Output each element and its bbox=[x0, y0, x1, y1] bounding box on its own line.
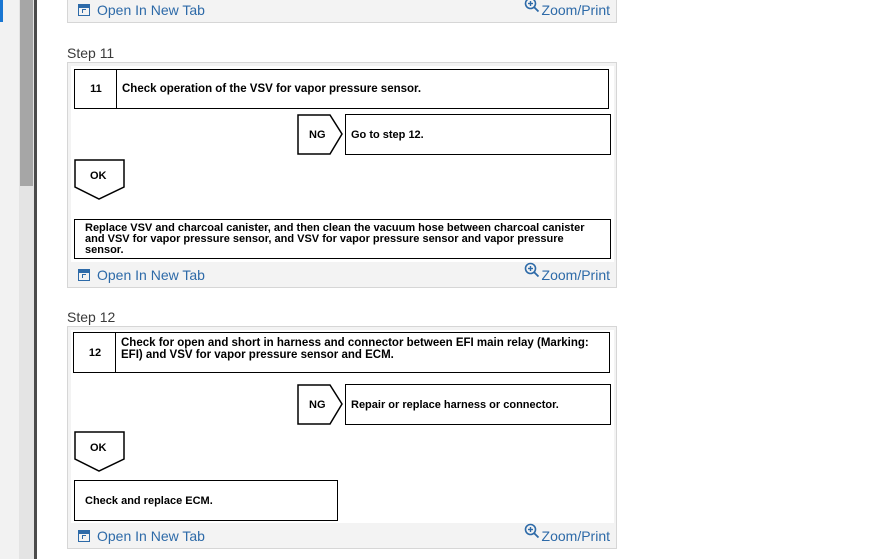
ok-tag: OK bbox=[90, 442, 107, 454]
figure-footer bbox=[68, 524, 616, 548]
figure-footer bbox=[68, 0, 616, 22]
zoom-in-icon bbox=[524, 523, 540, 539]
open-in-new-tab-link[interactable] bbox=[78, 2, 205, 18]
step-title-box: Check operation of the VSV for vapor pressure sensor. bbox=[116, 69, 609, 109]
open-in-new-tab-label: Open In New Tab bbox=[97, 528, 205, 544]
zoom-print-link[interactable] bbox=[524, 2, 610, 18]
zoom-print-link[interactable] bbox=[524, 267, 610, 283]
open-in-new-tab-link[interactable] bbox=[78, 267, 205, 283]
figure-card-step-11 bbox=[67, 62, 617, 288]
zoom-print-label: Zoom/Print bbox=[541, 267, 610, 283]
figure-footer bbox=[68, 263, 616, 287]
open-in-new-tab-label: Open In New Tab bbox=[97, 267, 205, 283]
selected-indicator bbox=[0, 0, 3, 22]
step-number-box: 12 bbox=[73, 332, 117, 373]
open-in-new-tab-icon bbox=[78, 530, 90, 542]
ok-tag: OK bbox=[90, 170, 107, 182]
ok-action-box: Check and replace ECM. bbox=[74, 480, 338, 521]
open-in-new-tab-icon bbox=[78, 269, 90, 281]
ng-tag: NG bbox=[309, 129, 326, 141]
ng-action-box: Go to step 12. bbox=[345, 114, 611, 155]
zoom-in-icon bbox=[524, 262, 540, 278]
ng-tag: NG bbox=[309, 399, 326, 411]
zoom-print-label: Zoom/Print bbox=[541, 2, 610, 18]
open-in-new-tab-icon bbox=[78, 4, 90, 16]
scrollbar-thumb[interactable] bbox=[20, 0, 33, 186]
figure-card-step-10 bbox=[67, 0, 617, 23]
step-title-box: Check for open and short in harness and connector between EFI main relay (Marking: EFI) and VSV for vapor pressure sensor and ECM. bbox=[115, 332, 610, 373]
diagram-step-11 bbox=[71, 66, 614, 262]
open-in-new-tab-link[interactable] bbox=[78, 528, 205, 544]
diagram-step-12 bbox=[71, 330, 614, 523]
step-label: Step 11 bbox=[67, 45, 115, 61]
zoom-print-link[interactable] bbox=[524, 528, 610, 544]
figure-card-step-12 bbox=[67, 326, 617, 549]
step-label: Step 12 bbox=[67, 309, 116, 325]
panel-divider bbox=[34, 0, 37, 559]
ng-action-box: Repair or replace harness or connector. bbox=[345, 384, 611, 425]
ok-action-box: Replace VSV and charcoal canister, and then clean the vacuum hose between charcoal canister and VSV for vapor pressure sensor, and VSV for vapor pressure sensor and vapor pressure sensor. bbox=[74, 219, 611, 259]
zoom-print-label: Zoom/Print bbox=[541, 528, 610, 544]
zoom-in-icon bbox=[524, 0, 540, 13]
open-in-new-tab-label: Open In New Tab bbox=[97, 2, 205, 18]
step-number-box: 11 bbox=[74, 69, 118, 109]
